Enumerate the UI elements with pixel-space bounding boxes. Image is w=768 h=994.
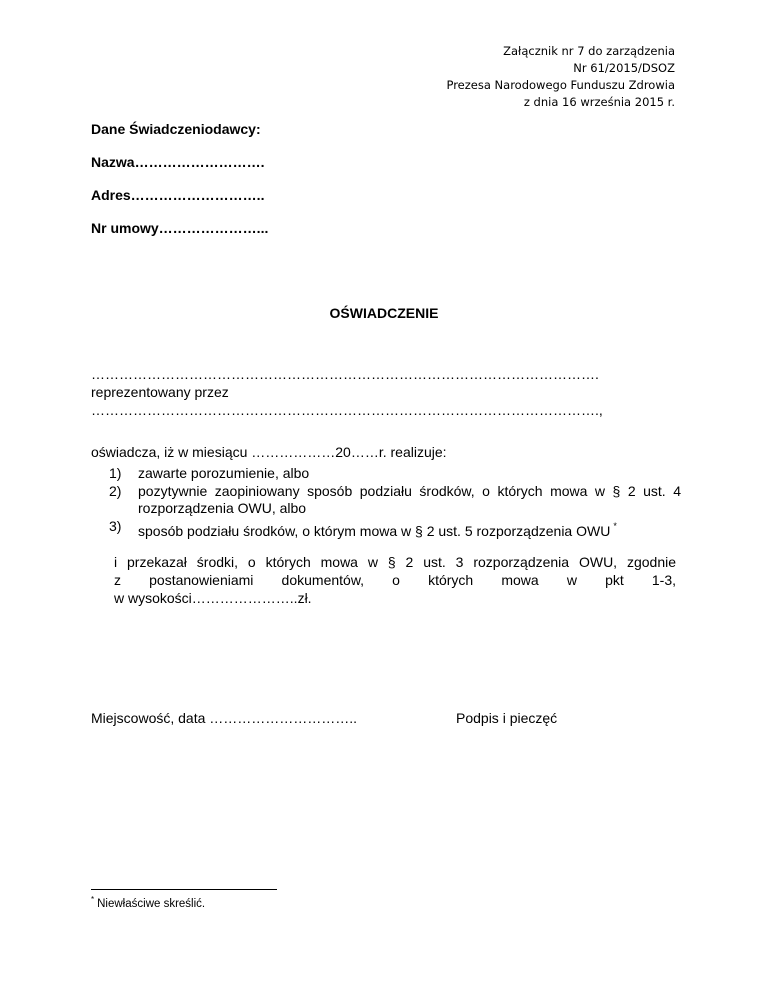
transfer-line-1: i przekazał środki, o których mowa w § 2 ust. 3 rozporządzenia OWU, zgodnie bbox=[114, 554, 676, 570]
list-item-text: zawarte porozumienie, albo bbox=[138, 465, 310, 481]
footnote-text: Niewłaściwe skreślić. bbox=[97, 898, 206, 910]
footnote-divider bbox=[91, 889, 277, 890]
list-item bbox=[109, 518, 681, 541]
footnote-mark: * bbox=[91, 895, 95, 904]
list-item bbox=[109, 483, 681, 518]
place-date-field: Miejscowość, data ………………………….. bbox=[91, 710, 358, 726]
footnote-reference: * bbox=[613, 520, 617, 531]
entity-blank-line: ………………………………………………………………………………………………. bbox=[91, 366, 599, 382]
annex-line-4: z dnia 16 września 2015 r. bbox=[523, 95, 675, 109]
list-item bbox=[109, 465, 681, 483]
annex-line-2: Nr 61/2015/DSOZ bbox=[573, 61, 675, 75]
provider-address-field: Adres……………………….. bbox=[91, 187, 265, 203]
represented-by-label: reprezentowany przez bbox=[91, 384, 229, 400]
list-item-number: 2) bbox=[109, 482, 122, 499]
transfer-line-2: z postanowieniami dokumentów, o których mowa w pkt 1-3, bbox=[114, 572, 676, 588]
annex-line-3: Prezesa Narodowego Funduszu Zdrowia bbox=[446, 78, 675, 92]
list-item-text-content: sposób podziału środków, o którym mowa w § 2 ust. 5 rozporządzenia OWU bbox=[138, 522, 611, 539]
transfer-paragraph bbox=[114, 553, 676, 607]
options-list bbox=[109, 465, 681, 540]
statement-block bbox=[91, 365, 681, 461]
provider-contract-field: Nr umowy…………………... bbox=[91, 220, 269, 236]
transfer-amount-line: w wysokości…………………..zł. bbox=[114, 590, 312, 606]
provider-name-field: Nazwa………………………. bbox=[91, 154, 265, 170]
declaration-line: oświadcza, iż w miesiącu ………………20……r. realizuje: bbox=[91, 444, 447, 460]
list-item-number: 1) bbox=[109, 465, 122, 481]
footnote bbox=[91, 895, 205, 910]
annex-header bbox=[446, 43, 675, 111]
representative-blank-line: ………………………………………………………………………………………………., bbox=[91, 402, 603, 418]
provider-details bbox=[91, 121, 268, 253]
list-item-text bbox=[138, 518, 681, 541]
list-item-number: 3) bbox=[109, 517, 122, 534]
provider-heading: Dane Świadczeniodawcy: bbox=[91, 121, 261, 137]
annex-line-1: Załącznik nr 7 do zarządzenia bbox=[503, 44, 675, 58]
list-item-text: pozytywnie zaopiniowany sposób podziału środków, o których mowa w § 2 ust. 4 rozporządzenia OWU, albo bbox=[138, 482, 681, 516]
signature-stamp-label: Podpis i pieczęć bbox=[456, 710, 558, 726]
document-title: OŚWIADCZENIE bbox=[329, 305, 439, 321]
